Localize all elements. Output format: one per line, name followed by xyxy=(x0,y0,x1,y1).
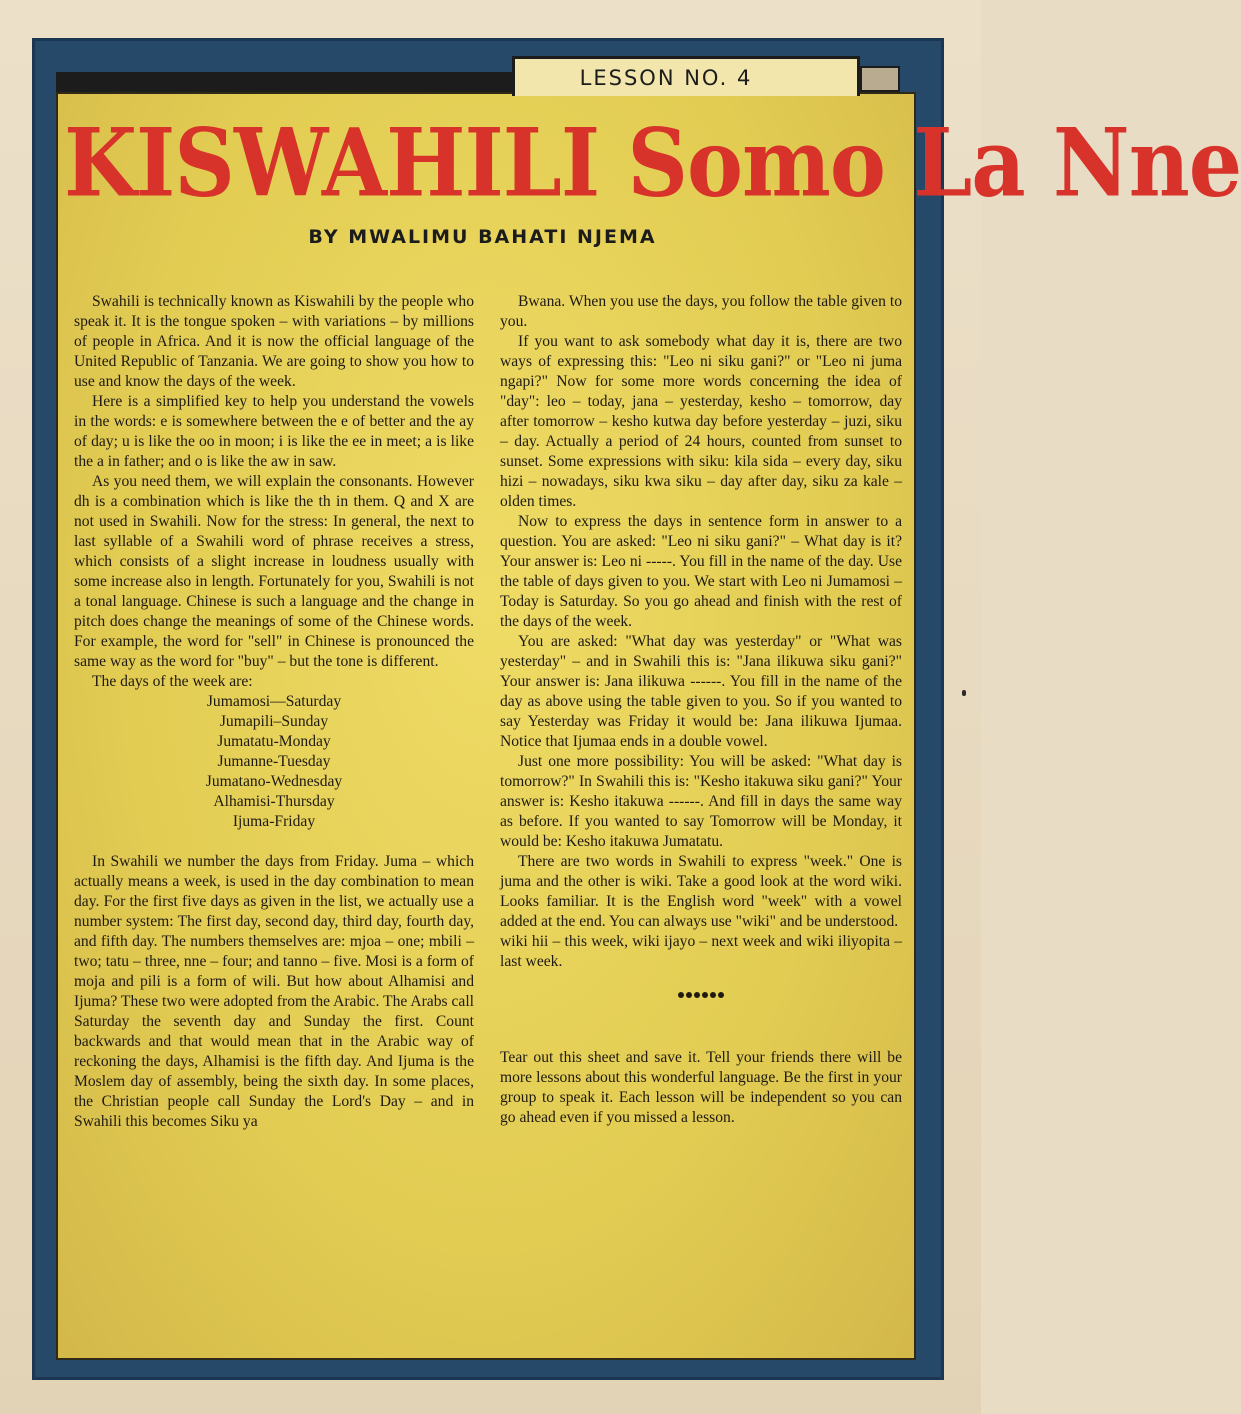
paragraph: In Swahili we number the days from Friday. Juma – which actually means a week, is used in the day combination to mean day. For the first five days as given in the list, we actually use a number system: The first day, second day, third day, fourth day, and fifth day. The numbers themselves are: mjoa – one; mbili – two; tatu – three, nne – four; and tanno – five. Mosi is a form of moja and pili is a form of wili. But how about Alhamisi and Ijuma? These two were adopted from the Arabic. The Arabs call Saturday the seventh day and Sunday the first. Count backwards and that would mean that in the Arabic way of reckoning the days, Alhamisi is the fifth day. And Ijuma is the Moslem day of assembly, being the sixth day. In some places, the Christian people call Sunday the Lord's Day – and in Swahili this becomes Siku ya xyxy=(74,853,474,1130)
list-item: Jumanne-Tuesday xyxy=(217,753,331,770)
paragraph: Now to express the days in sentence form in answer to a question. You are asked: "Leo ni siku gani?" – What day is it? Your answer is: Leo ni -----. You fill in the name of the day. Use the table of days given to you. We start with Leo ni Jumamosi – Today is Saturday. So you go ahead and finish with the rest of the days of the week. xyxy=(500,513,902,630)
paragraph: You are asked: "What day was yesterday" or "What was yesterday" – and in Swahili this is: "Jana ilikuwa siku gani?" Your answer is: Jana ilikuwa ------. You fill in the name of the day as above using the table given to you. So if you wanted to say Yesterday was Friday it would be: Jana ilikuwa Ijumaa. Notice that Ijumaa ends in a double vowel. xyxy=(500,633,902,750)
page-title: KISWAHILI Somo La Nne xyxy=(64,107,1241,218)
section-divider xyxy=(500,984,902,1004)
right-column xyxy=(500,292,902,1337)
list-item: Jumatano-Wednesday xyxy=(205,773,343,790)
paragraph: Bwana. When you use the days, you follow the table given to you. xyxy=(500,293,902,330)
list-item: Jumamosi—Saturday xyxy=(206,693,342,710)
speck xyxy=(962,690,966,696)
author-byline: BY MWALIMU BAHATI NJEMA xyxy=(308,226,657,248)
list-item: Jumapili–Sunday xyxy=(219,713,329,730)
paragraph: Just one more possibility: You will be asked: "What day is tomorrow?" In Swahili this is: "Kesho itakuwa siku gani?" Your answer is: Kesho itakuwa ------. And fill in days the same way as before. If you wanted to say Tomorrow will be Monday, it would be: Kesho itakuwa Jumatatu. xyxy=(500,753,902,850)
days-list xyxy=(74,692,474,832)
paragraph: There are two words in Swahili to express "week." One is juma and the other is wiki. Take a good look at the word wiki. Looks familiar. It is the English word "week" with a vowel added at the end. You can always use "wiki" and be understood. xyxy=(500,853,902,930)
list-item: Ijuma-Friday xyxy=(232,813,316,830)
paragraph: As you need them, we will explain the consonants. However dh is a combination which is like the th in them. Q and X are not used in Swahili. Now for the stress: In general, the next to last syllable of a Swahili word of phrase receives a stress, which consists of a slight increase in loudness usually with some increase also in length. Fortunately for you, Swahili is not a tonal language. Chinese is such a language and the change in pitch does change the meanings of some of the Chinese words. For example, the word for "sell" in Chinese is pronounced the same way as the word for "buy" – but the tone is different. xyxy=(74,473,474,670)
paragraph: wiki hii – this week, wiki ijayo – next week and wiki iliyopita – last week. xyxy=(500,933,902,970)
tab-stub xyxy=(860,66,900,92)
lesson-tab xyxy=(512,56,860,96)
lesson-number: LESSON NO. 4 xyxy=(579,65,753,90)
closing-note: Tear out this sheet and save it. Tell your friends there will be more lessons about this wonderful language. Be the first in your group to speak it. Each lesson will be independent so you can go ahead even if you missed a lesson. xyxy=(500,1049,902,1126)
days-label: The days of the week are: xyxy=(92,673,253,690)
list-item: Jumatatu-Monday xyxy=(217,733,331,750)
top-black-bar xyxy=(56,72,516,92)
paragraph: If you want to ask somebody what day it is, there are two ways of expressing this: "Leo ni siku gani?" or "Leo ni juma ngapi?" Now for some more words concerning the idea of "day": leo – today, jana – yesterday, kesho – tomorrow, day after tomorrow – kesho kutwa day before yesterday – juzi, siku – day. Actually a period of 24 hours, counted from sunset to sunset. Some expressions with siku: kila sida – every day, siku hizi – nowadays, siku kwa siku – day after day, siku za kale – olden times. xyxy=(500,333,902,510)
paragraph: Here is a simplified key to help you understand the vowels in the words: e is somewhere between the e of better and the ay of day; u is like the oo in moon; i is like the ee in meet; a is like the a in father; and o is like the aw in saw. xyxy=(74,393,474,470)
paragraph: Swahili is technically known as Kiswahili by the people who speak it. It is the tongue spoken – with variations – by millions of people in Africa. And it is now the official language of the United Republic of Tanzania. We are going to show you how to use and know the days of the week. xyxy=(74,293,474,390)
list-item: Alhamisi-Thursday xyxy=(213,793,335,810)
left-column xyxy=(74,292,474,1337)
